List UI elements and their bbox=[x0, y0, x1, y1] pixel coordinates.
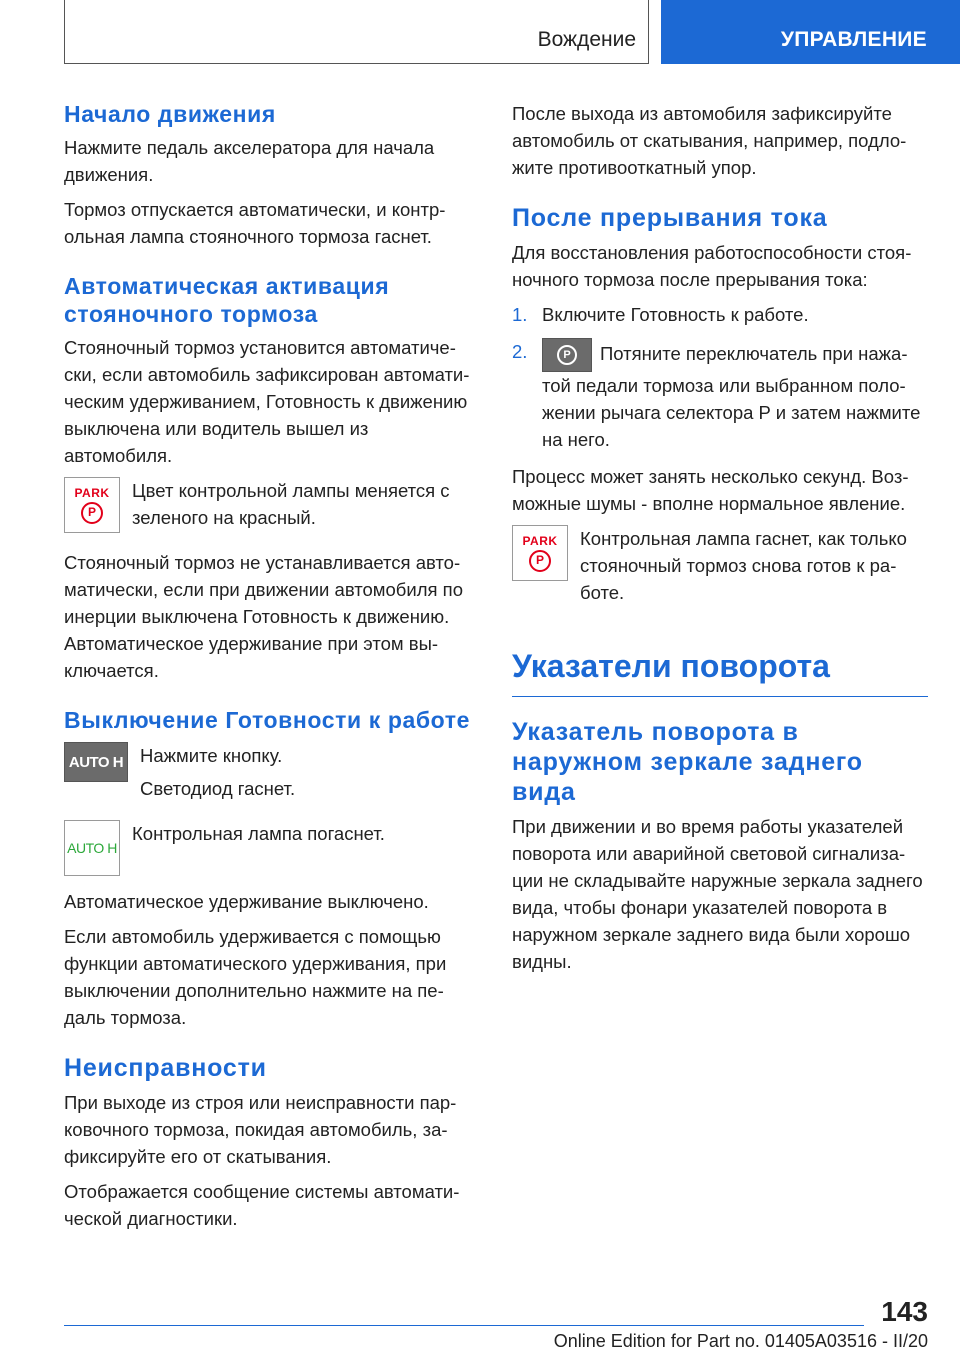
paragraph: Для восстановления работоспособности стояночного тормоза после прерывания тока: bbox=[512, 242, 912, 290]
paragraph: После выхода из автомобиля зафиксируйте автомобиль от скатывания, например, подложите противооткатный упор. bbox=[512, 103, 907, 178]
heading-start: Начало движения bbox=[64, 101, 276, 127]
auto-h-lamp-icon bbox=[64, 820, 120, 876]
park-word: PARK bbox=[522, 533, 558, 548]
heading-auto-activation: Автоматическая активация стояночного тормоза bbox=[64, 273, 390, 327]
paragraph: Стояночный тормоз установится автоматически, если автомобиль зафиксирован автоматическим удерживанием, Готовность к движению выключена или водитель вышел из автомобиля. bbox=[64, 337, 470, 466]
icon-note-text: Нажмите кнопку. bbox=[140, 745, 283, 766]
heading-deactivation: Выключение Готовности к работе bbox=[64, 707, 471, 733]
header-chapter-label: УПРАВЛЕНИЕ bbox=[780, 28, 927, 51]
icon-note-text: Контрольная лампа погаснет. bbox=[132, 823, 385, 844]
park-lamp-note bbox=[512, 525, 928, 612]
paragraph: Нажмите педаль акселератора для начала движения. bbox=[64, 137, 435, 185]
paragraph: При движении и во время работы указателей поворота или аварийной световой сигнализации не складывайте наружные зеркала заднего вида, чтобы фонари указателей поворота в наружном зеркале заднего вида были хорошо видны. bbox=[512, 816, 923, 972]
auto-h-lamp-label: AUTO H bbox=[67, 840, 117, 856]
paragraph: Если автомобиль удерживается с помощью функции автоматического удерживания, при выключении дополнительно нажмите на педаль тормоза. bbox=[64, 926, 447, 1028]
park-brake-lamp-icon bbox=[64, 477, 120, 533]
header-section-label: Вождение bbox=[537, 28, 636, 51]
autoh-lamp-note bbox=[64, 820, 476, 876]
list-item bbox=[512, 301, 928, 328]
auto-h-button-icon bbox=[64, 742, 128, 782]
left-column bbox=[64, 100, 476, 1240]
park-p-symbol: P bbox=[529, 550, 551, 572]
footer-divider bbox=[64, 1325, 864, 1326]
step-text: Потяните переключатель при нажатой педали тормоза или выбранном положении рычага селектора P и затем нажмите на него. bbox=[542, 342, 921, 450]
icon-note-text: Светодиод гаснет. bbox=[140, 778, 296, 799]
page-number: 143 bbox=[881, 1296, 928, 1327]
heading-mirror-turn-signal: Указатель поворота в наружном зеркале заднего вида bbox=[512, 718, 863, 806]
icon-note-text: Цвет контрольной лампы меняется с зеленого на красный. bbox=[132, 480, 450, 528]
right-column bbox=[512, 100, 928, 983]
footer-edition: Online Edition for Part no. 01405A03516 - II/20 bbox=[553, 1331, 928, 1351]
auto-h-button-label: AUTO H bbox=[68, 753, 124, 771]
header-section-tab bbox=[64, 0, 649, 64]
paragraph: При выходе из строя или неисправности парковочного тормоза, покидая автомобиль, зафиксируйте его от скатывания. bbox=[64, 1092, 457, 1167]
step-number: 2. bbox=[512, 341, 528, 362]
heading-power-interruption: После прерывания тока bbox=[512, 204, 828, 232]
switch-p-symbol: P bbox=[557, 345, 577, 365]
step-text: Включите Готовность к работе. bbox=[542, 304, 809, 325]
park-brake-lamp-icon bbox=[512, 525, 568, 581]
parking-brake-switch-icon bbox=[542, 338, 592, 372]
autoh-button-note bbox=[64, 742, 476, 808]
list-item bbox=[512, 338, 928, 453]
paragraph: Тормоз отпускается автоматически, и контрольная лампа стояночного тормоза гаснет. bbox=[64, 199, 446, 247]
step-number: 1. bbox=[512, 304, 528, 325]
header-chapter-tab bbox=[661, 0, 960, 64]
paragraph: Автоматическое удерживание выключено. bbox=[64, 891, 429, 912]
steps-list bbox=[512, 301, 928, 453]
heading-faults: Неисправности bbox=[64, 1054, 267, 1082]
paragraph: Стояночный тормоз не устанавливается автоматически, если при движении автомобиля по инерции выключена Готовность к движению. Автоматическое удерживание при этом выключается. bbox=[64, 552, 463, 681]
paragraph: Процесс может занять несколько секунд. Возможные шумы - вполне нормальное явление. bbox=[512, 466, 909, 514]
park-p-symbol: P bbox=[81, 502, 103, 524]
park-word: PARK bbox=[74, 485, 110, 500]
paragraph: Отображается сообщение системы автоматической диагностики. bbox=[64, 1181, 460, 1229]
park-lamp-note bbox=[64, 477, 476, 537]
heading-turn-signals: Указатели поворота bbox=[512, 646, 928, 697]
icon-note-text: Контрольная лампа гаснет, как только стояночный тормоз снова готов к работе. bbox=[580, 528, 907, 603]
